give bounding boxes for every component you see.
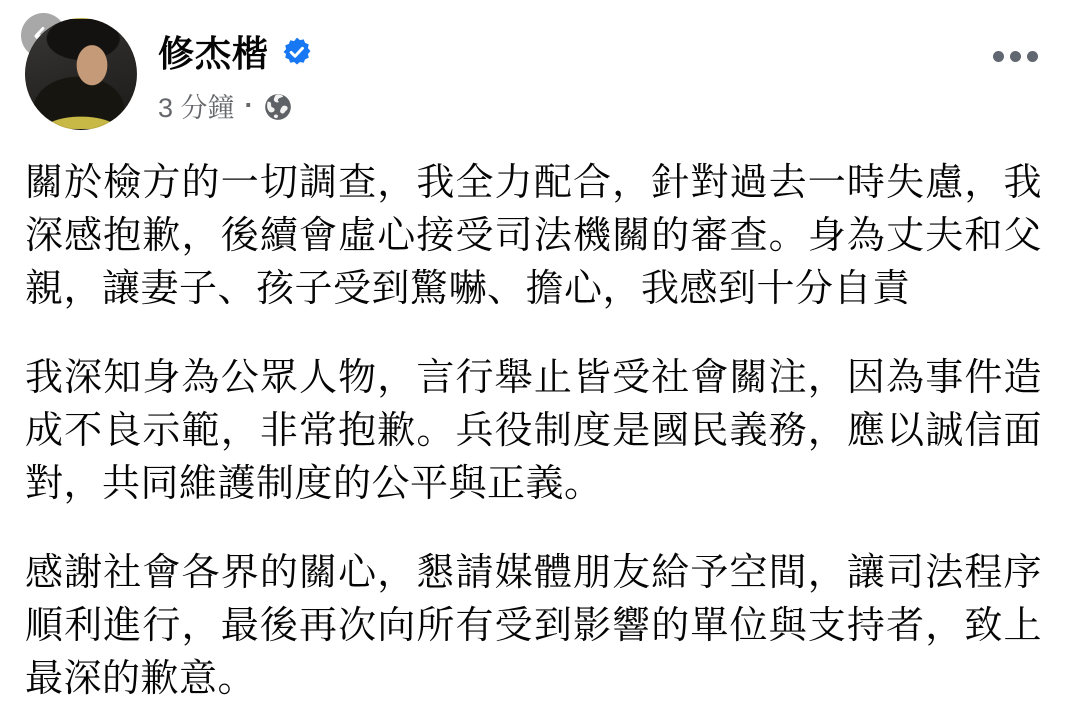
post-paragraph-3: 感謝社會各界的關心，懇請媒體朋友給予空間，讓司法程序順利進行，最後再次向所有受到影響的單位與支持者，致上最深的歉意。 <box>25 552 1042 700</box>
post-meta <box>158 86 313 125</box>
verified-badge-icon <box>281 36 313 68</box>
author-avatar[interactable] <box>25 18 137 130</box>
globe-icon <box>264 93 292 121</box>
more-options-button[interactable] <box>983 38 1047 74</box>
author-info <box>158 18 313 130</box>
post-paragraph-1: 關於檢方的一切調查，我全力配合，針對過去一時失慮，我深感抱歉，後續會虛心接受司法機關的審查。身為丈夫和父親，讓妻子、孩子受到驚嚇、擔心，我感到十分自責 <box>25 162 1042 310</box>
meta-separator: · <box>244 90 254 120</box>
ellipsis-menu-icon <box>993 51 1038 62</box>
post-timestamp[interactable]: 3 分鐘 <box>158 93 235 123</box>
post-body <box>0 157 1067 706</box>
post-header <box>0 0 1067 130</box>
author-name-link[interactable]: 修杰楷 <box>158 33 270 74</box>
post-paragraph-2: 我深知身為公眾人物，言行舉止皆受社會關注，因為事件造成不良示範，非常抱歉。兵役制度是國民義務，應以誠信面對，共同維護制度的公平與正義。 <box>25 357 1042 505</box>
